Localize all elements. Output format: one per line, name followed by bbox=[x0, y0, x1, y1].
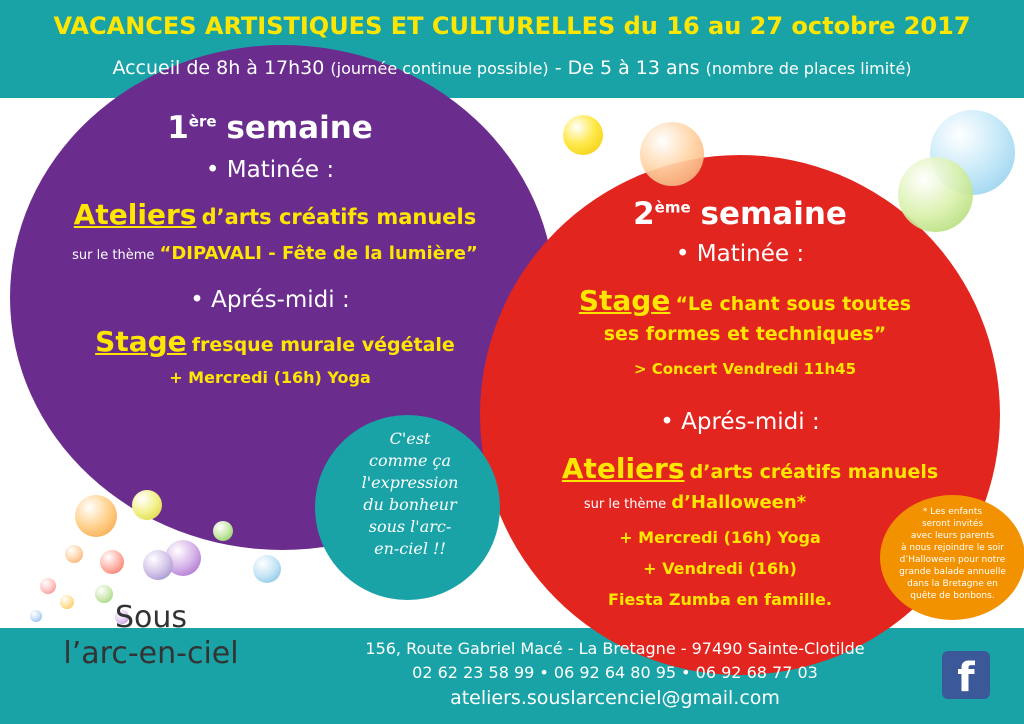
quote-line: l'expression bbox=[361, 473, 459, 492]
week1-title bbox=[60, 110, 480, 146]
note-line: dans la Bretagne en bbox=[907, 579, 998, 589]
week2-extra1: + Mercredi (16h) Yoga bbox=[619, 528, 821, 547]
quote-line: du bonheur bbox=[363, 495, 457, 514]
bubble-decoration bbox=[100, 550, 124, 574]
week2-morning: • Matinée : bbox=[675, 241, 805, 267]
logo bbox=[6, 600, 296, 672]
week2-theme-name: d’Halloween* bbox=[671, 492, 807, 513]
note-line: seront invités bbox=[921, 519, 984, 529]
week1-ateliers-rest: d’arts créatifs manuels bbox=[201, 205, 477, 229]
week2-extra3: Fiesta Zumba en famille. bbox=[608, 590, 832, 609]
address: 156, Route Gabriel Macé - La Bretagne - 97490 Sainte-Clotilde bbox=[365, 639, 865, 658]
opening-hours-note: (journée continue possible) bbox=[330, 59, 549, 78]
halloween-note bbox=[885, 506, 1020, 602]
week1-theme-name: “DIPAVALI - Fête de la lumière” bbox=[159, 243, 478, 264]
week2-stage-rest2: ses formes et techniques” bbox=[603, 323, 887, 345]
week2-word: semaine bbox=[700, 196, 847, 232]
event-title-main: VACANCES ARTISTIQUES ET CULTURELLES bbox=[53, 12, 616, 40]
week2-stage-word: Stage bbox=[578, 284, 671, 317]
bubble-decoration bbox=[65, 545, 83, 563]
separator: - bbox=[554, 57, 562, 79]
bubble-decoration bbox=[253, 555, 281, 583]
phone-numbers: 02 62 23 58 99 • 06 92 64 80 95 • 06 92 68 77 03 bbox=[412, 663, 818, 682]
week1-extra: + Mercredi (16h) Yoga bbox=[169, 368, 371, 387]
week1-stage-rest: fresque murale végétale bbox=[191, 334, 455, 356]
week2-ateliers-rest: d’arts créatifs manuels bbox=[689, 461, 939, 483]
week1-ateliers bbox=[30, 198, 520, 231]
week1-stage bbox=[30, 325, 520, 358]
bubble-decoration bbox=[640, 122, 704, 186]
week2-theme bbox=[530, 492, 860, 513]
bubble-decoration bbox=[132, 490, 162, 520]
email-link[interactable]: ateliers.souslarcenciel@gmail.com bbox=[450, 687, 780, 709]
week1-theme-prefix: sur le thème bbox=[72, 248, 155, 263]
contact-info bbox=[330, 638, 900, 709]
event-title bbox=[0, 12, 1024, 40]
quote-text bbox=[325, 428, 495, 560]
week1-theme bbox=[20, 243, 530, 264]
bubble-decoration bbox=[75, 495, 117, 537]
week2-ateliers-word: Ateliers bbox=[561, 452, 685, 485]
age-range-note: (nombre de places limité) bbox=[705, 59, 912, 78]
note-line: * Les enfants bbox=[922, 507, 983, 517]
week1-ateliers-word: Ateliers bbox=[73, 198, 197, 231]
quote-line: sous l'arc- bbox=[368, 517, 452, 536]
week2-sup: ème bbox=[654, 198, 691, 217]
week1-stage-word: Stage bbox=[95, 325, 187, 358]
age-range: De 5 à 13 ans bbox=[567, 57, 700, 79]
week1-afternoon: • Aprés-midi : bbox=[190, 287, 350, 313]
facebook-icon[interactable] bbox=[942, 651, 990, 699]
week1-morning: • Matinée : bbox=[205, 157, 335, 183]
week2-title bbox=[540, 196, 940, 232]
quote-line: comme ça bbox=[369, 451, 451, 470]
opening-hours: Accueil de 8h à 17h30 bbox=[112, 57, 325, 79]
logo-line1: Sous bbox=[114, 600, 188, 635]
week2-stage bbox=[545, 284, 945, 317]
week2-theme-prefix: sur le thème bbox=[583, 497, 667, 512]
facebook-glyph: f bbox=[957, 655, 975, 701]
quote-line: en-ciel !! bbox=[374, 539, 446, 558]
bubble-decoration bbox=[40, 578, 56, 594]
note-line: d’Halloween pour notre bbox=[899, 555, 1006, 565]
quote-line: C'est bbox=[389, 429, 431, 448]
event-dates: du 16 au 27 octobre 2017 bbox=[623, 12, 971, 40]
note-line: avec leurs parents bbox=[910, 531, 995, 541]
week2-afternoon: • Aprés-midi : bbox=[660, 409, 820, 435]
note-line: grande balade annuelle bbox=[899, 567, 1006, 577]
event-info bbox=[0, 57, 1024, 79]
bubble-decoration bbox=[213, 521, 233, 541]
week1-word: semaine bbox=[226, 110, 373, 146]
note-line: à nous rejoindre le soir bbox=[901, 543, 1004, 553]
bubble-decoration bbox=[563, 115, 603, 155]
week2-concert: > Concert Vendredi 11h45 bbox=[633, 360, 857, 378]
week1-number: 1 bbox=[167, 110, 189, 146]
week2-number: 2 bbox=[633, 196, 655, 232]
week2-ateliers bbox=[510, 452, 990, 485]
week1-sup: ère bbox=[188, 112, 217, 131]
week2-extra2: + Vendredi (16h) bbox=[643, 559, 797, 578]
bubble-decoration bbox=[143, 550, 173, 580]
week2-stage-rest: “Le chant sous toutes bbox=[675, 293, 912, 315]
logo-line2: l’arc-en-ciel bbox=[63, 636, 239, 671]
note-line: quête de bonbons. bbox=[910, 591, 995, 601]
